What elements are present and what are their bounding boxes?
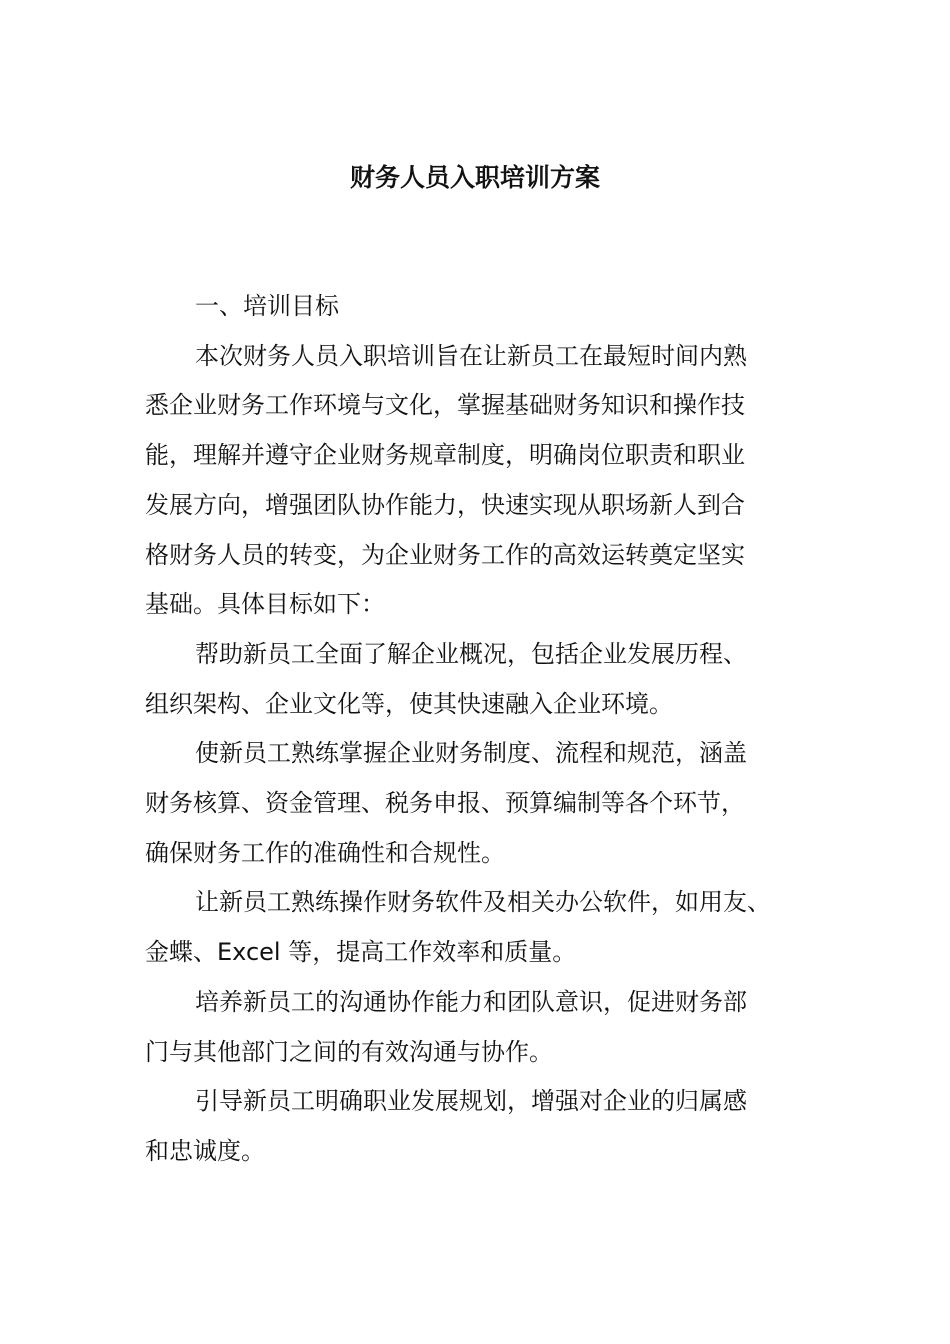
paragraph-line: 门与其他部门之间的有效沟通与协作。 bbox=[145, 1037, 553, 1066]
paragraph-line: 格财务人员的转变，为企业财务工作的高效运转奠定坚实 bbox=[145, 540, 745, 569]
paragraph-line: 发展方向，增强团队协作能力，快速实现从职场新人到合 bbox=[145, 490, 745, 519]
paragraph-teamwork bbox=[145, 978, 825, 1077]
paragraph-line: 财务核算、资金管理、税务申报、预算编制等各个环节， bbox=[145, 789, 745, 818]
paragraph-line: 金蝶、Excel 等，提高工作效率和质量。 bbox=[145, 938, 577, 967]
paragraph-line: 引导新员工明确职业发展规划，增强对企业的归属感 bbox=[195, 1087, 747, 1116]
paragraph-line: 和忠诚度。 bbox=[145, 1136, 265, 1165]
paragraph-line: 培养新员工的沟通协作能力和团队意识，促进财务部 bbox=[195, 987, 747, 1016]
paragraph-line: 能，理解并遵守企业财务规章制度，明确岗位职责和职业 bbox=[145, 441, 745, 470]
paragraph-line: 帮助新员工全面了解企业概况，包括企业发展历程、 bbox=[195, 639, 747, 668]
paragraph-line: 使新员工熟练掌握企业财务制度、流程和规范，涵盖 bbox=[195, 739, 747, 768]
paragraph-career-planning bbox=[145, 1077, 825, 1176]
paragraph-line: 本次财务人员入职培训旨在让新员工在最短时间内熟 bbox=[195, 341, 747, 370]
document-body bbox=[145, 282, 825, 1177]
paragraph-line: 让新员工熟练操作财务软件及相关办公软件，如用友、 bbox=[195, 888, 771, 917]
paragraph-line: 确保财务工作的准确性和合规性。 bbox=[145, 838, 505, 867]
paragraph-line: 基础。具体目标如下： bbox=[145, 590, 385, 619]
paragraph-company-overview bbox=[145, 630, 825, 729]
section-heading: 一、培训目标 bbox=[195, 292, 339, 320]
paragraph-objective-intro bbox=[145, 332, 825, 630]
paragraph-finance-rules bbox=[145, 729, 825, 878]
document-title: 财务人员入职培训方案 bbox=[349, 163, 600, 192]
paragraph-line: 组织架构、企业文化等，使其快速融入企业环境。 bbox=[145, 689, 673, 718]
paragraph-line: 悉企业财务工作环境与文化，掌握基础财务知识和操作技 bbox=[145, 391, 745, 420]
paragraph-software-skills bbox=[145, 878, 825, 977]
